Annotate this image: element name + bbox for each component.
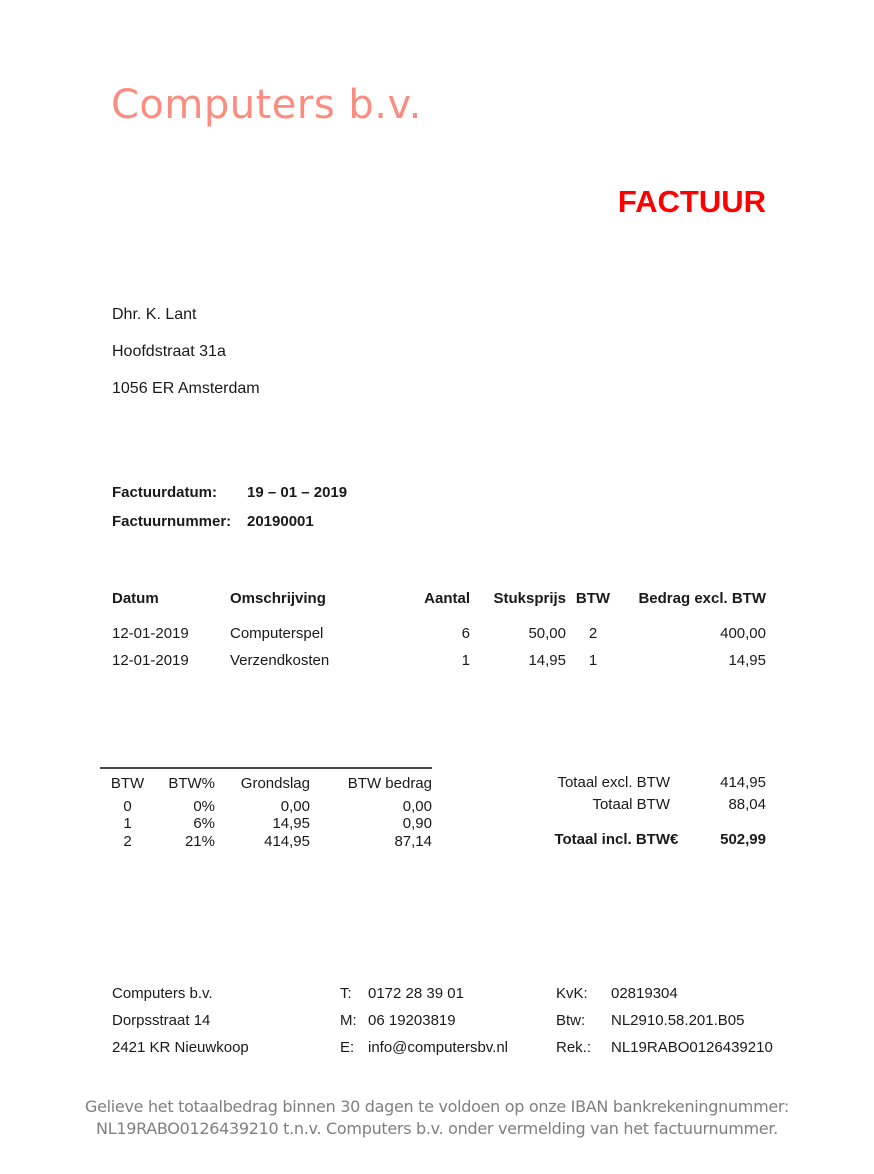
btw-header-percent: BTW% [168,775,215,792]
invoice-date-value: 19 – 01 – 2019 [247,484,348,501]
footer-company-city: 2421 KR Nieuwkoop [112,1039,249,1056]
invoice-number-value: 20190001 [247,513,314,530]
item-row-0-aantal: 6 [461,625,470,642]
item-row-1-bedrag: 14,95 [728,652,766,669]
recipient-address-block [112,296,260,407]
btw-row-0-bedrag: 0,00 [402,797,432,815]
item-row-1-omschrijving: Verzendkosten [230,652,330,669]
item-row-1-stuksprijs: 14,95 [528,652,566,669]
footer-rek-label: Rek.: [556,1039,592,1056]
btw-row-2-percent: 21% [184,832,215,850]
btw-row-0-code: 0 [123,797,132,815]
invoice-meta-block [112,478,347,536]
item-row-0-datum: 12-01-2019 [112,625,189,642]
btw-header-grondslag: Grondslag [240,775,310,792]
item-row-1-btw: 1 [588,652,598,669]
item-row-1-aantal: 1 [461,652,470,669]
footer-kvk-row [556,980,773,1007]
btw-header-bedrag: BTW bedrag [347,775,432,792]
items-header-bedrag: Bedrag excl. BTW [638,590,766,607]
invoice-date-label: Factuurdatum: [112,484,217,501]
recipient-name: Dhr. K. Lant [112,306,197,323]
payment-note-line1: Gelieve het totaalbedrag binnen 30 dagen te voldoen op onze IBAN bankrekeningnummer: [84,1097,790,1116]
invoice-date-row [112,478,347,507]
invoice-number-row [112,507,347,536]
footer-mobile-row [340,1007,508,1034]
recipient-street: Hoofdstraat 31a [112,343,226,360]
footer-email-value: info@computersbv.nl [368,1039,509,1056]
footer-kvk-label: KvK: [556,985,588,1002]
footer-phone-value: 0172 28 39 01 [368,985,464,1002]
footer-registration-column [556,980,773,1061]
footer-rek-value: NL19RABO0126439210 [611,1039,773,1056]
btw-row-1-grondslag: 14,95 [272,815,310,832]
items-header-stuksprijs: Stuksprijs [493,590,566,607]
total-excl-label: Totaal excl. BTW [557,774,670,791]
btw-header-btw: BTW [110,775,145,792]
recipient-city: 1056 ER Amsterdam [112,380,260,397]
items-header-aantal: Aantal [424,590,470,607]
invoice-number-label: Factuurnummer: [112,513,232,530]
footer-phone-row [340,980,508,1007]
btw-row-2-grondslag: 414,95 [264,832,310,850]
item-row-0-stuksprijs: 50,00 [528,625,566,642]
item-row-1-datum: 12-01-2019 [112,652,189,669]
items-header-omschrijving: Omschrijving [230,590,326,607]
footer-btw-row [556,1007,773,1034]
total-btw-value: 88,04 [728,796,766,813]
footer-company-street: Dorpsstraat 14 [112,1012,211,1029]
footer-email-label: E: [340,1039,355,1056]
footer-btw-label: Btw: [556,1012,586,1029]
footer-phone-label: T: [340,985,352,1002]
btw-row-1-bedrag: 0,90 [402,815,432,832]
btw-row-1-percent: 6% [193,815,215,832]
item-row-0-btw: 2 [588,625,598,642]
item-row-0-omschrijving: Computerspel [230,625,324,642]
footer-contact-column [340,980,508,1061]
btw-row-1-code: 1 [123,815,132,832]
footer-company-column [112,980,249,1061]
footer-rek-row [556,1034,773,1061]
total-excl-value: 414,95 [720,774,766,791]
payment-note-line2: NL19RABO0126439210 t.n.v. Computers b.v. onder vermelding van het factuurnummer. [96,1119,778,1138]
invoice-title: FACTUUR [617,184,766,219]
items-header-btw: BTW [575,590,611,607]
btw-row-2-code: 2 [123,832,132,850]
total-btw-label: Totaal BTW [592,796,670,813]
company-logo: Computers b.v. [111,82,422,128]
item-row-0-bedrag: 400,00 [720,625,766,642]
total-excl-row [490,774,766,791]
totals-block [490,767,766,857]
total-incl-label: Totaal incl. BTW [554,831,670,848]
footer-company-name: Computers b.v. [112,985,213,1002]
btw-summary-table [100,767,432,850]
total-incl-amount: 502,99 [720,831,766,848]
payment-note [0,1096,874,1140]
line-items-table [112,590,766,670]
footer-mobile-label: M: [340,1012,357,1029]
footer-kvk-value: 02819304 [611,985,678,1002]
total-incl-value [670,831,766,848]
footer-email-row [340,1034,508,1061]
total-incl-row [490,831,766,848]
euro-currency-symbol: € [670,831,679,848]
items-header-datum: Datum [112,590,159,607]
total-btw-row [490,796,766,813]
footer-btw-value: NL2910.58.201.B05 [611,1012,745,1029]
btw-row-0-percent: 0% [193,797,215,815]
btw-row-0-grondslag: 0,00 [280,797,310,815]
footer-mobile-value: 06 19203819 [368,1012,456,1029]
btw-row-2-bedrag: 87,14 [394,832,432,850]
